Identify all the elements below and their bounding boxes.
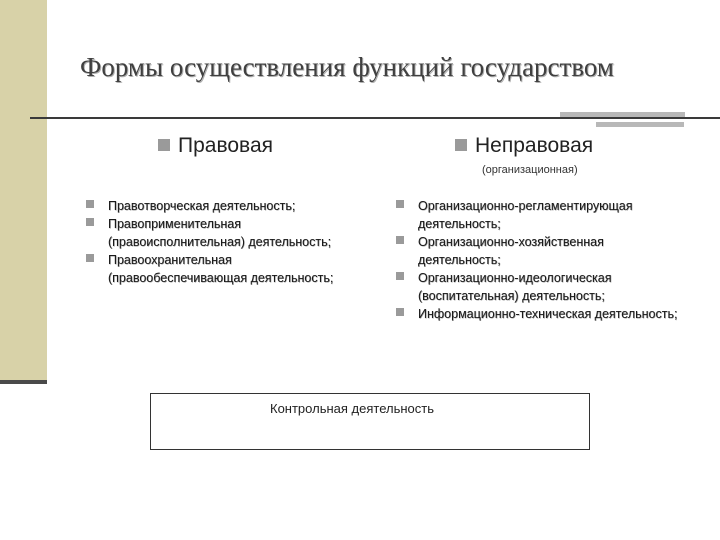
non-legal-forms-list	[396, 197, 686, 323]
decorative-side-bar	[0, 0, 47, 383]
list-item-text: Организационно-регламентирующая деятельность;	[418, 199, 633, 231]
non-legal-forms-heading	[455, 134, 593, 158]
control-activity-label: Контрольная деятельность	[270, 401, 434, 416]
list-item	[396, 305, 686, 323]
list-item	[396, 269, 686, 305]
list-item-text: Правоохранительная (правообеспечивающая деятельность;	[108, 253, 334, 285]
list-item	[396, 233, 686, 269]
square-bullet-icon	[158, 139, 170, 151]
square-bullet-icon	[86, 218, 94, 226]
list-item	[86, 197, 356, 215]
non-legal-forms-heading-label: Неправовая	[475, 134, 594, 157]
square-bullet-icon	[396, 308, 404, 316]
slide-title: Формы осуществления функций государством	[80, 52, 614, 82]
square-bullet-icon	[86, 200, 94, 208]
legal-forms-list	[86, 197, 356, 287]
divider-accent	[560, 112, 685, 117]
legal-forms-heading	[158, 134, 273, 158]
square-bullet-icon	[455, 139, 467, 151]
square-bullet-icon	[396, 272, 404, 280]
legal-forms-heading-label: Правовая	[178, 134, 274, 157]
list-item-text: Организационно-идеологическая (воспитательная) деятельность;	[418, 271, 612, 303]
list-item	[86, 251, 356, 287]
decorative-side-bar-edge	[0, 380, 47, 384]
list-item	[396, 197, 686, 233]
non-legal-forms-subheading: (организационная)	[482, 164, 578, 176]
list-item-text: Правотворческая деятельность;	[108, 199, 296, 213]
title-divider	[30, 117, 720, 119]
list-item-text: Правоприменительная (правоисполнительная) деятельность;	[108, 217, 332, 249]
square-bullet-icon	[86, 254, 94, 262]
list-item	[86, 215, 356, 251]
square-bullet-icon	[396, 200, 404, 208]
list-item-text: Организационно-хозяйственная деятельность;	[418, 235, 604, 267]
square-bullet-icon	[396, 236, 404, 244]
list-item-text: Информационно-техническая деятельность;	[418, 307, 678, 321]
divider-accent-lower	[596, 122, 684, 127]
